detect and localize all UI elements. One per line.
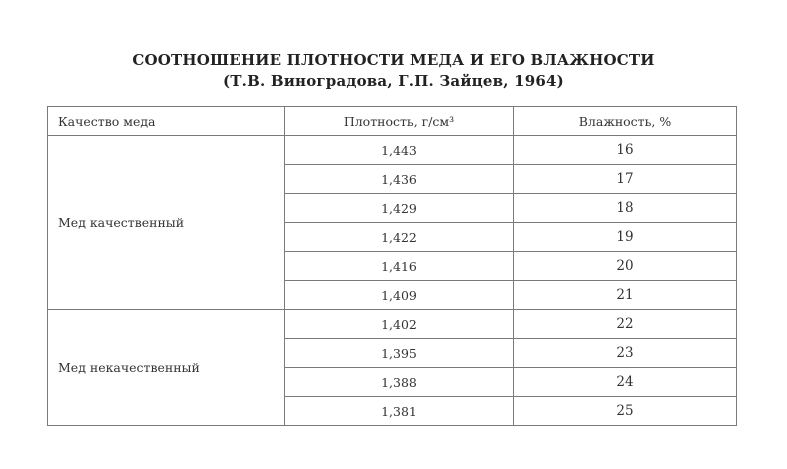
table-row: [48, 310, 737, 339]
density-cell: 1,422: [285, 223, 514, 252]
density-cell: 1,395: [285, 339, 514, 368]
humidity-cell: 23: [514, 339, 737, 368]
header-humidity: Влажность, %: [514, 107, 737, 136]
density-cell: 1,436: [285, 165, 514, 194]
honey-density-table: [47, 106, 737, 426]
density-cell: 1,429: [285, 194, 514, 223]
document-title: [0, 50, 787, 92]
density-cell: 1,388: [285, 368, 514, 397]
humidity-cell: 17: [514, 165, 737, 194]
humidity-cell: 16: [514, 136, 737, 165]
group-label-non-quality: Мед некачественный: [48, 310, 285, 426]
humidity-cell: 24: [514, 368, 737, 397]
density-cell: 1,409: [285, 281, 514, 310]
table-row: [48, 136, 737, 165]
humidity-cell: 21: [514, 281, 737, 310]
group-label-quality: Мед качественный: [48, 136, 285, 310]
table-header-row: [48, 107, 737, 136]
humidity-cell: 19: [514, 223, 737, 252]
humidity-cell: 25: [514, 397, 737, 426]
title-line-1: СООТНОШЕНИЕ ПЛОТНОСТИ МЕДА И ЕГО ВЛАЖНОСТИ: [132, 51, 655, 69]
humidity-cell: 18: [514, 194, 737, 223]
density-cell: 1,443: [285, 136, 514, 165]
humidity-cell: 22: [514, 310, 737, 339]
header-density: Плотность, г/см³: [285, 107, 514, 136]
density-cell: 1,381: [285, 397, 514, 426]
humidity-cell: 20: [514, 252, 737, 281]
density-cell: 1,402: [285, 310, 514, 339]
density-cell: 1,416: [285, 252, 514, 281]
title-line-2: (Т.В. Виноградова, Г.П. Зайцев, 1964): [223, 72, 564, 90]
header-quality: Качество меда: [48, 107, 285, 136]
